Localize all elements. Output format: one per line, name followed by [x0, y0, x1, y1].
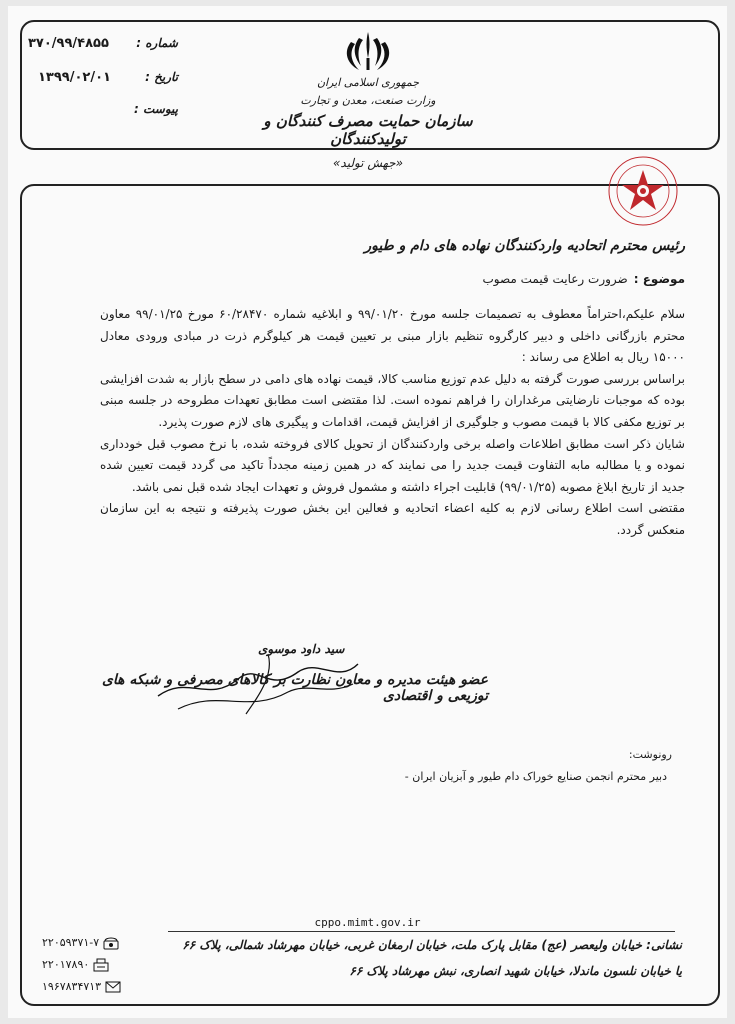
phone-contact — [38, 936, 148, 950]
signer-title: عضو هیئت مدیره و معاون نظارت بر کالاهای مصرفی و شبکه های توزیعی و اقتصادی — [101, 672, 488, 704]
letter-number-label: شماره : — [136, 36, 178, 50]
fax-contact — [38, 958, 148, 972]
fax-icon — [93, 958, 109, 972]
mail-icon — [105, 981, 121, 993]
address-line-2: یا خیابان نلسون ماندلا، خیابان شهید انصاری، نبش مهرشاد پلاک ۶۶ — [349, 964, 682, 978]
letter-attachment-label: پیوست : — [134, 102, 178, 116]
website: cppo.mimt.gov.ir — [314, 916, 421, 929]
subject-label: موضوع : — [633, 272, 685, 286]
phone-number: ۲۲۰۵۹۳۷۱-۷ — [42, 936, 100, 949]
paragraph: براساس بررسی صورت گرفته به دلیل عدم توزیع مناسب کالا، قیمت نهاده های دامی در سطح بازار به شدت افزایشی بوده که موجبات نارضایتی مرغداران را فراهم نموده است. لذا مقتضی است مطابق تعهدات مطروحه در جلسه مبنی بر توزیع مکفی کالا با قیمت مصوب و جلوگیری از افزایش قیمت، اقدامات و پیگیری های لازم صورت پذیرد. — [100, 371, 685, 429]
letter-date-label: تاریخ : — [145, 70, 178, 84]
letter-body — [100, 304, 685, 542]
subject-value: ضرورت رعایت قیمت مصوب — [482, 272, 628, 286]
cc-recipient: دبیر محترم انجمن صنایع خوراک دام طیور و آبزیان ایران - — [404, 770, 667, 783]
letter-date-value: ۱۳۹۹/۰۲/۰۱ — [38, 70, 111, 85]
postal-contact — [38, 980, 148, 993]
organization-logo-icon — [606, 154, 680, 228]
paragraph: سلام علیکم،احتراماً معطوف به تصمیمات جلسه مورخ ۹۹/۰۱/۲۰ و ابلاغیه شماره ۶۰/۲۸۴۷۰ مورخ ۹۹/۰۱/۲۵ معاون محترم بازرگانی داخلی و دبیر کارگروه تنظیم بازار مبنی بر تعیین قیمت هر کیلوگرم ذرت در مبادی ورودی معادل ۱۵۰۰۰ ریال به اطلاع می رساند : — [100, 307, 686, 365]
paragraph: شایان ذکر است مطابق اطلاعات واصله برخی واردکنندگان از تحویل کالای فروخته شده، با نرخ مصوب قبل خودداری نموده و یا مطالبه مابه التفاوت قیمت جدید را می نمایند که در همین زمینه مجدداً تاکید می گردد قیمت تعیین شده جدید از تاریخ ابلاغ مصوبه (۹۹/۰۱/۲۵) قابلیت اجراء داشته و مشمول فروش و تعهدات ایجاد شده قبل نمی باشد. — [100, 436, 685, 494]
header-ministry: وزارت صنعت، معدن و تجارت — [300, 94, 436, 107]
addressee: رئیس محترم اتحادیه واردکنندگان نهاده های دام و طیور — [364, 238, 685, 254]
address-line-1: نشانی: خیابان ولیعصر (عج) مقابل پارک ملت، خیابان ارمغان غربی، خیابان مهرشاد شمالی، پلاک ۶۶ — [182, 938, 682, 952]
postal-code: ۱۹۶۷۸۳۴۷۱۳ — [42, 980, 102, 993]
subject-line — [482, 272, 685, 286]
letter-number-value: ۳۷۰/۹۹/۴۸۵۵ — [28, 36, 109, 51]
letter-page — [8, 6, 727, 1018]
header-republic: جمهوری اسلامی ایران — [316, 76, 420, 89]
cc-label: رونوشت: — [628, 748, 672, 761]
phone-icon — [103, 936, 119, 950]
paragraph: مقتضی است اطلاع رسانی لازم به کلیه اعضاء اتحادیه و فعالین این بخش صورت پذیرفته و نتیجه به این سازمان منعکس گردد. — [100, 501, 685, 537]
footer-divider — [168, 931, 675, 932]
signer-name: سید داود موسوی — [258, 642, 345, 656]
fax-number: ۲۲۰۱۷۸۹۰ — [42, 958, 90, 971]
header-organization: سازمان حمایت مصرف کنندگان و تولیدکنندگان — [263, 112, 473, 148]
emblem-icon — [333, 28, 403, 74]
header-motto: «جهش تولید» — [333, 156, 403, 170]
